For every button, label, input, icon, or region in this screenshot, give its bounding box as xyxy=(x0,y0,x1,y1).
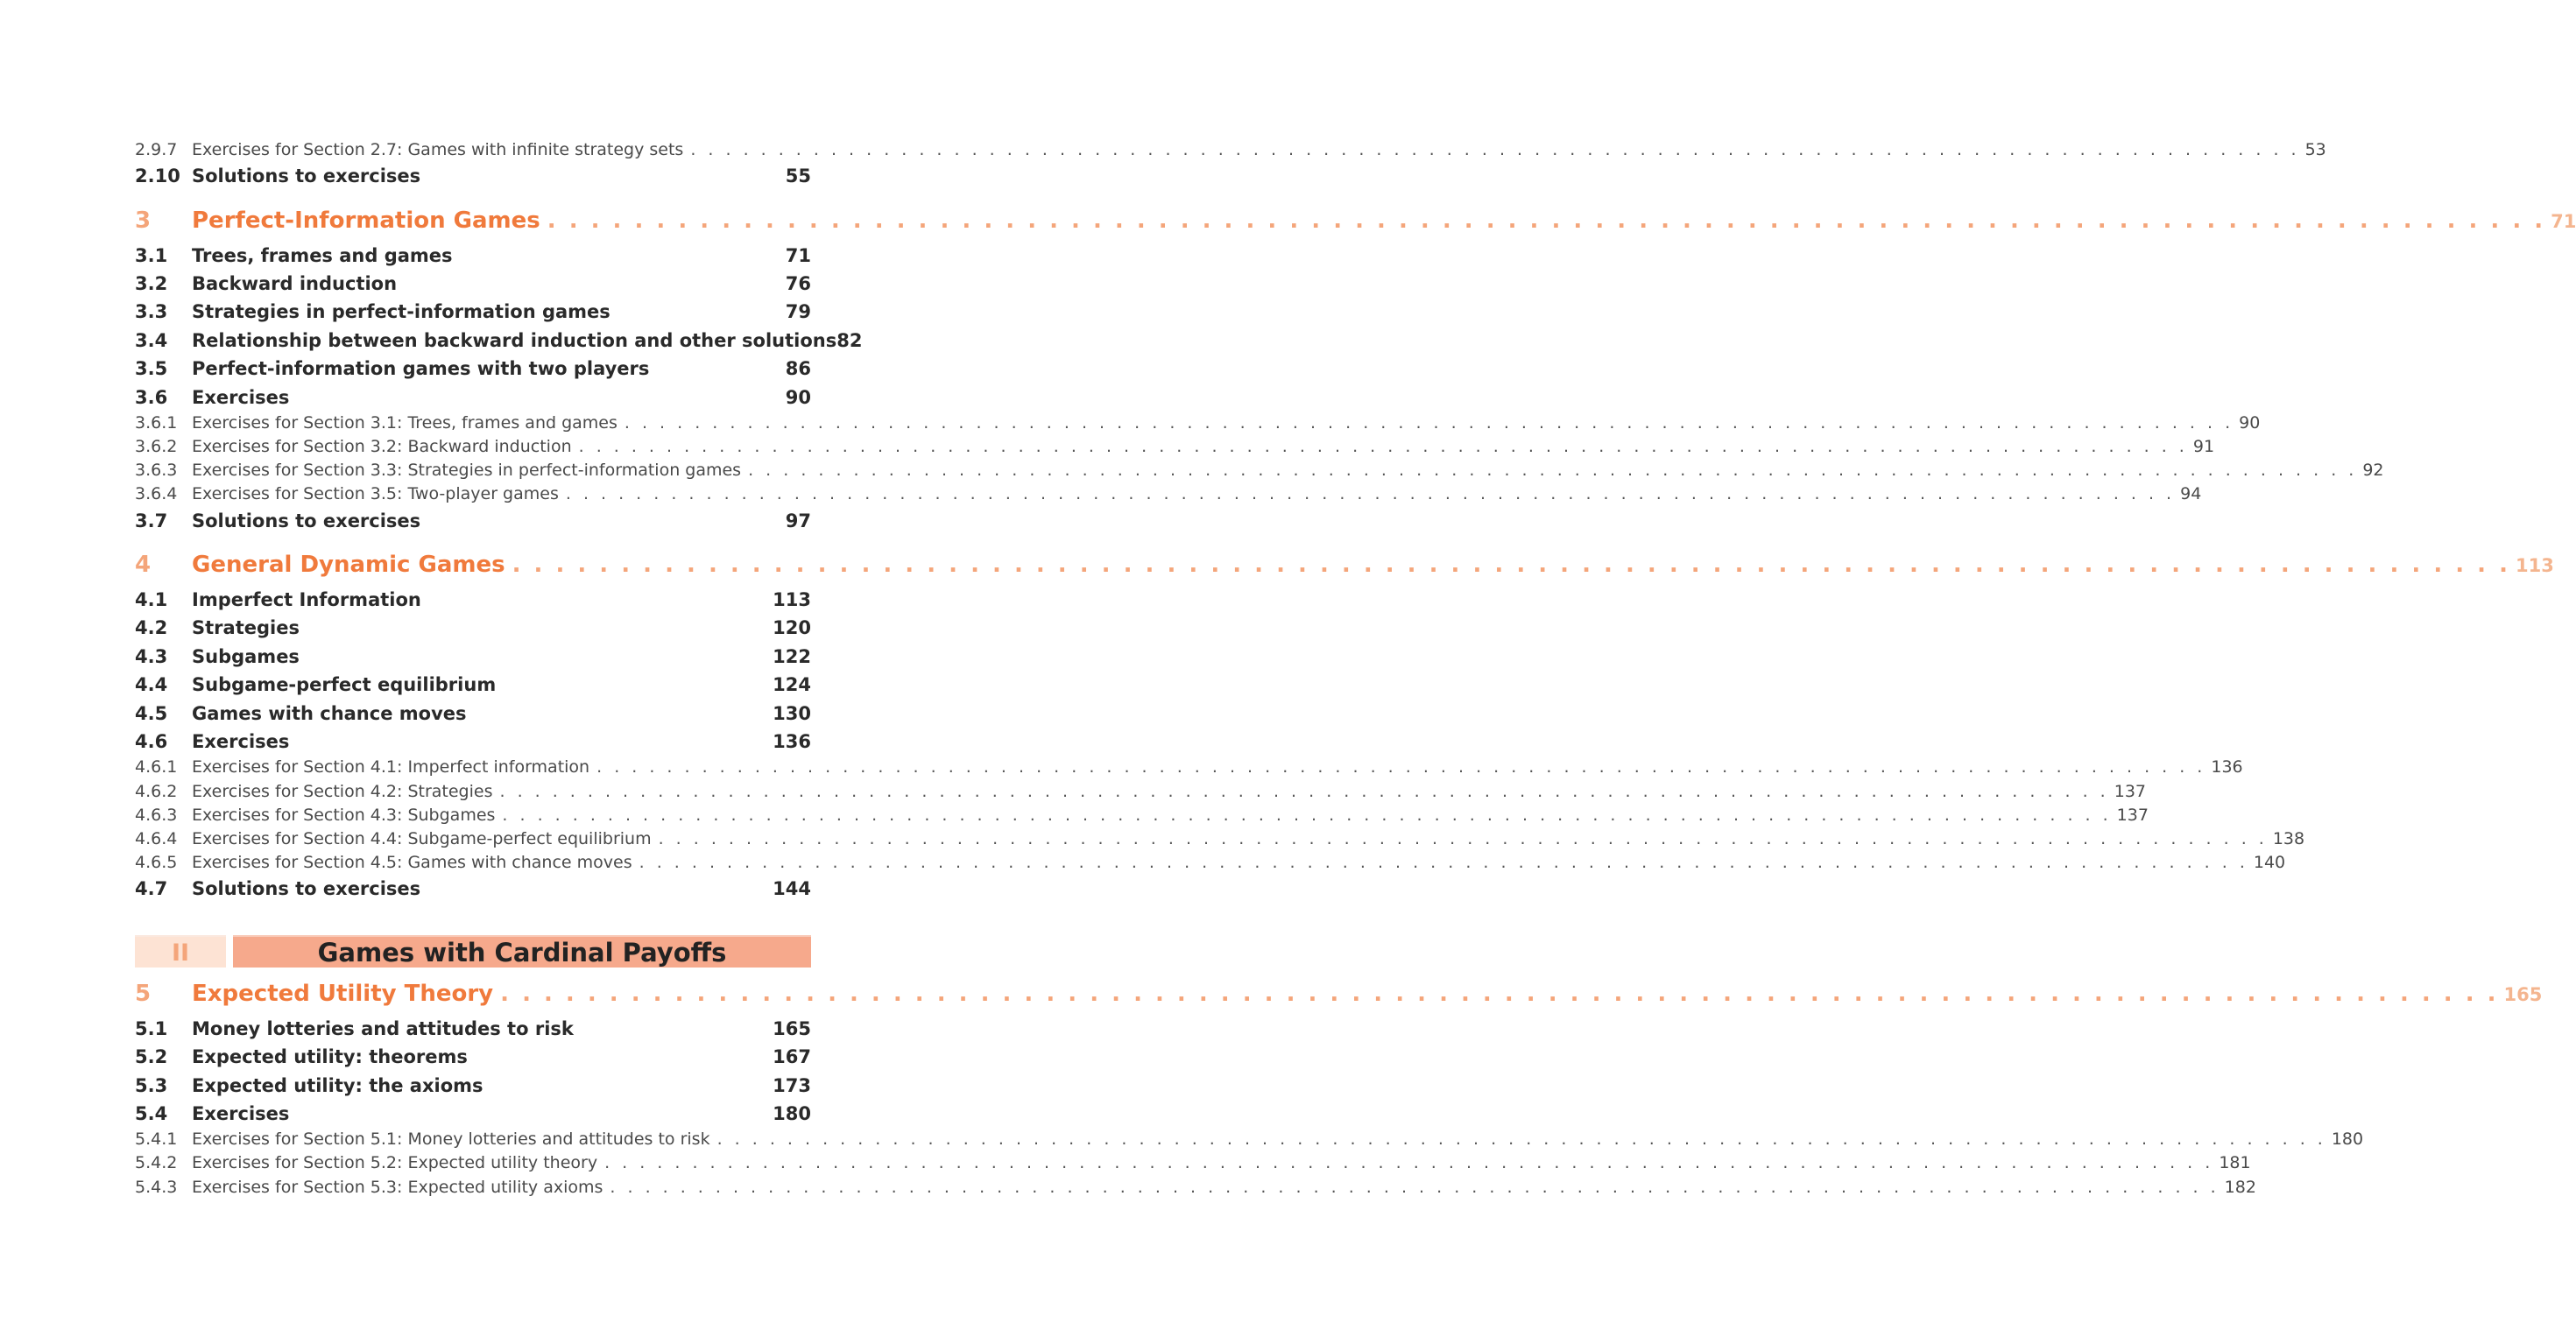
chapter-number: 4 xyxy=(135,552,152,579)
toc-subsection[interactable] xyxy=(135,851,2286,875)
toc-title: Exercises for Section 4.4: Subgame-perfect equilibrium xyxy=(192,828,652,848)
toc-title: Subgame-perfect equilibrium xyxy=(192,674,497,696)
toc-number: 4.6.1 xyxy=(135,757,178,778)
leader-dots xyxy=(748,459,2357,482)
toc-number: 3.6.3 xyxy=(135,461,178,481)
toc-subsection[interactable] xyxy=(135,1176,2256,1200)
toc-title: Expected utility: the axioms xyxy=(192,1074,483,1096)
toc-section[interactable] xyxy=(135,700,811,728)
toc-subsection[interactable] xyxy=(135,827,2305,851)
toc-title: Exercises for Section 5.2: Expected utility theory xyxy=(192,1153,598,1173)
leader-dots xyxy=(596,756,2205,779)
toc-page: 137 xyxy=(2116,805,2149,825)
toc-page: 138 xyxy=(2272,828,2305,848)
leader-dots xyxy=(717,1128,2326,1151)
toc-page: 79 xyxy=(785,301,811,323)
toc-number: 3.7 xyxy=(135,510,168,531)
toc-page: 136 xyxy=(773,731,811,753)
toc-title: Expected utility: theorems xyxy=(192,1046,468,1068)
toc-page: 91 xyxy=(2192,437,2215,457)
toc-number: 4.2 xyxy=(135,617,168,639)
toc-subsection[interactable] xyxy=(135,780,2146,804)
toc-number: 4.6.5 xyxy=(135,853,178,873)
toc-title: Strategies xyxy=(192,617,300,639)
leader-dots xyxy=(566,482,2175,506)
toc-section[interactable] xyxy=(135,270,811,298)
toc-title: Exercises for Section 5.1: Money lotteries and attitudes to risk xyxy=(192,1129,710,1150)
toc-title: Solutions to exercises xyxy=(192,878,421,900)
toc-section[interactable] xyxy=(135,162,811,190)
toc-page: 137 xyxy=(2114,781,2146,801)
toc-section[interactable] xyxy=(135,643,811,671)
toc-section[interactable] xyxy=(135,1072,811,1100)
toc-number: 4.6.4 xyxy=(135,828,178,848)
toc-title: Solutions to exercises xyxy=(192,165,421,187)
leader-dots xyxy=(690,138,2299,162)
toc-title: Imperfect Information xyxy=(192,589,421,611)
toc-subsection[interactable] xyxy=(135,804,2149,827)
leader-dots xyxy=(547,200,2545,242)
toc-page: 122 xyxy=(773,645,811,667)
toc-page: 90 xyxy=(2239,412,2261,433)
toc-title: Games with chance moves xyxy=(192,702,467,724)
toc-number: 2.9.7 xyxy=(135,140,178,159)
toc-chapter-5[interactable] xyxy=(135,973,2543,1015)
toc-page: 71 xyxy=(785,244,811,266)
toc-page: 173 xyxy=(773,1074,811,1096)
toc-number: 5.4 xyxy=(135,1102,168,1124)
toc-page: 180 xyxy=(773,1102,811,1124)
toc-title: Exercises for Section 4.5: Games with chance moves xyxy=(192,853,632,873)
leader-dots xyxy=(625,412,2234,435)
toc-page: 144 xyxy=(773,878,811,900)
toc-page: 82 xyxy=(836,329,863,351)
toc-page: 55 xyxy=(785,165,811,187)
toc-page: 97 xyxy=(785,510,811,531)
toc-number: 3.2 xyxy=(135,272,168,294)
chapter-title: General Dynamic Games xyxy=(192,552,505,579)
chapter-page: 165 xyxy=(2503,983,2543,1005)
toc-title: Backward induction xyxy=(192,272,398,294)
toc-subsection[interactable] xyxy=(135,1128,2364,1151)
toc-number: 5.4.2 xyxy=(135,1153,178,1173)
toc-page: 130 xyxy=(773,702,811,724)
toc-chapter-3[interactable] xyxy=(135,200,2576,242)
toc-title: Exercises xyxy=(192,386,290,408)
chapter-title: Perfect-Information Games xyxy=(192,207,540,234)
toc-number: 4.5 xyxy=(135,702,168,724)
toc-title: Relationship between backward induction and other solutions xyxy=(192,329,837,351)
toc-section[interactable] xyxy=(135,728,811,756)
toc-title: Exercises for Section 3.3: Strategies in perfect-information games xyxy=(192,461,742,481)
toc-section[interactable] xyxy=(135,355,811,383)
toc-subsection[interactable] xyxy=(135,459,2384,482)
toc-page: 90 xyxy=(785,386,811,408)
toc-title: Exercises for Section 2.7: Games with infinite strategy sets xyxy=(192,140,684,159)
toc-section[interactable] xyxy=(135,327,863,355)
toc-number: 3.6.1 xyxy=(135,412,178,433)
toc-number: 3.6.4 xyxy=(135,484,178,504)
toc-title: Exercises for Section 4.2: Strategies xyxy=(192,781,493,801)
toc-title: Subgames xyxy=(192,645,300,667)
toc-subsection[interactable] xyxy=(135,138,2326,162)
part-number: II xyxy=(135,935,226,968)
toc-section[interactable] xyxy=(135,614,811,642)
toc-number: 5.2 xyxy=(135,1046,168,1068)
toc-number: 5.4.1 xyxy=(135,1129,178,1150)
leader-dots xyxy=(579,435,2188,459)
toc-section[interactable] xyxy=(135,586,811,614)
toc-page: 136 xyxy=(2211,757,2243,778)
toc-page: 86 xyxy=(785,358,811,380)
leader-dots xyxy=(500,973,2498,1015)
toc-number: 4.6 xyxy=(135,731,168,753)
toc-number: 3.6.2 xyxy=(135,437,178,457)
toc-section[interactable] xyxy=(135,384,811,412)
toc-number: 5.3 xyxy=(135,1074,168,1096)
toc-subsection[interactable] xyxy=(135,756,2243,779)
toc-title: Exercises for Section 4.3: Subgames xyxy=(192,805,496,825)
chapter-title: Expected Utility Theory xyxy=(192,980,494,1007)
toc-title: Exercises xyxy=(192,731,290,753)
toc-subsection[interactable] xyxy=(135,435,2215,459)
toc-page: 124 xyxy=(773,674,811,696)
toc-page: 94 xyxy=(2180,484,2202,504)
toc-section[interactable] xyxy=(135,671,811,699)
toc-subsection[interactable] xyxy=(135,482,2202,506)
toc-page: 167 xyxy=(773,1046,811,1068)
toc-number: 3.5 xyxy=(135,358,168,380)
toc-number: 5.4.3 xyxy=(135,1177,178,1197)
toc-subsection[interactable] xyxy=(135,412,2261,435)
toc-title: Exercises for Section 3.5: Two-player games xyxy=(192,484,559,504)
toc-number: 5.1 xyxy=(135,1017,168,1039)
toc-number: 2.10 xyxy=(135,165,180,187)
toc-title: Strategies in perfect-information games xyxy=(192,301,610,323)
toc-page: 53 xyxy=(2304,140,2326,159)
toc-page: 140 xyxy=(2253,853,2286,873)
leader-dots xyxy=(639,851,2248,875)
toc-page: 120 xyxy=(773,617,811,639)
toc-title: Exercises for Section 4.1: Imperfect information xyxy=(192,757,590,778)
toc-subsection[interactable] xyxy=(135,1151,2251,1175)
toc-number: 3.4 xyxy=(135,329,168,351)
table-of-contents xyxy=(135,138,2576,1200)
toc-title: Exercises xyxy=(192,1102,290,1124)
toc-number: 4.3 xyxy=(135,645,168,667)
toc-section[interactable] xyxy=(135,1043,811,1071)
toc-chapter-4[interactable] xyxy=(135,544,2554,586)
toc-page: 76 xyxy=(785,272,811,294)
part-title: Games with Cardinal Payoffs xyxy=(233,935,811,968)
toc-number: 3.1 xyxy=(135,244,168,266)
toc-number: 3.6 xyxy=(135,386,168,408)
toc-title: Trees, frames and games xyxy=(192,244,453,266)
toc-number: 3.3 xyxy=(135,301,168,323)
toc-number: 4.1 xyxy=(135,589,168,611)
toc-section[interactable] xyxy=(135,507,811,535)
leader-dots xyxy=(512,544,2510,586)
toc-page: 92 xyxy=(2362,461,2384,481)
toc-section[interactable] xyxy=(135,1015,811,1043)
toc-section[interactable] xyxy=(135,1100,811,1128)
leader-dots xyxy=(502,804,2111,827)
toc-section[interactable] xyxy=(135,242,811,270)
part-banner[interactable] xyxy=(135,935,811,968)
chapter-number: 5 xyxy=(135,980,152,1007)
toc-title: Exercises for Section 5.3: Expected utility axioms xyxy=(192,1177,603,1197)
toc-number: 4.6.2 xyxy=(135,781,178,801)
toc-number: 4.6.3 xyxy=(135,805,178,825)
toc-section[interactable] xyxy=(135,298,811,326)
chapter-page: 71 xyxy=(2551,210,2576,232)
leader-dots xyxy=(610,1176,2219,1200)
toc-page: 165 xyxy=(773,1017,811,1039)
toc-title: Solutions to exercises xyxy=(192,510,421,531)
toc-number: 4.4 xyxy=(135,674,168,696)
toc-title: Exercises for Section 3.2: Backward induction xyxy=(192,437,572,457)
chapter-page: 113 xyxy=(2515,555,2554,577)
leader-dots xyxy=(659,827,2268,851)
chapter-number: 3 xyxy=(135,207,152,234)
toc-page: 180 xyxy=(2331,1129,2364,1150)
toc-title: Perfect-information games with two players xyxy=(192,358,650,380)
toc-page: 181 xyxy=(2219,1153,2251,1173)
toc-page: 113 xyxy=(773,589,811,611)
toc-number: 4.7 xyxy=(135,878,168,900)
toc-title: Money lotteries and attitudes to risk xyxy=(192,1017,574,1039)
leader-dots xyxy=(604,1151,2213,1175)
toc-page: 182 xyxy=(2224,1177,2256,1197)
toc-section[interactable] xyxy=(135,875,811,903)
leader-dots xyxy=(499,780,2108,804)
toc-title: Exercises for Section 3.1: Trees, frames and games xyxy=(192,412,618,433)
